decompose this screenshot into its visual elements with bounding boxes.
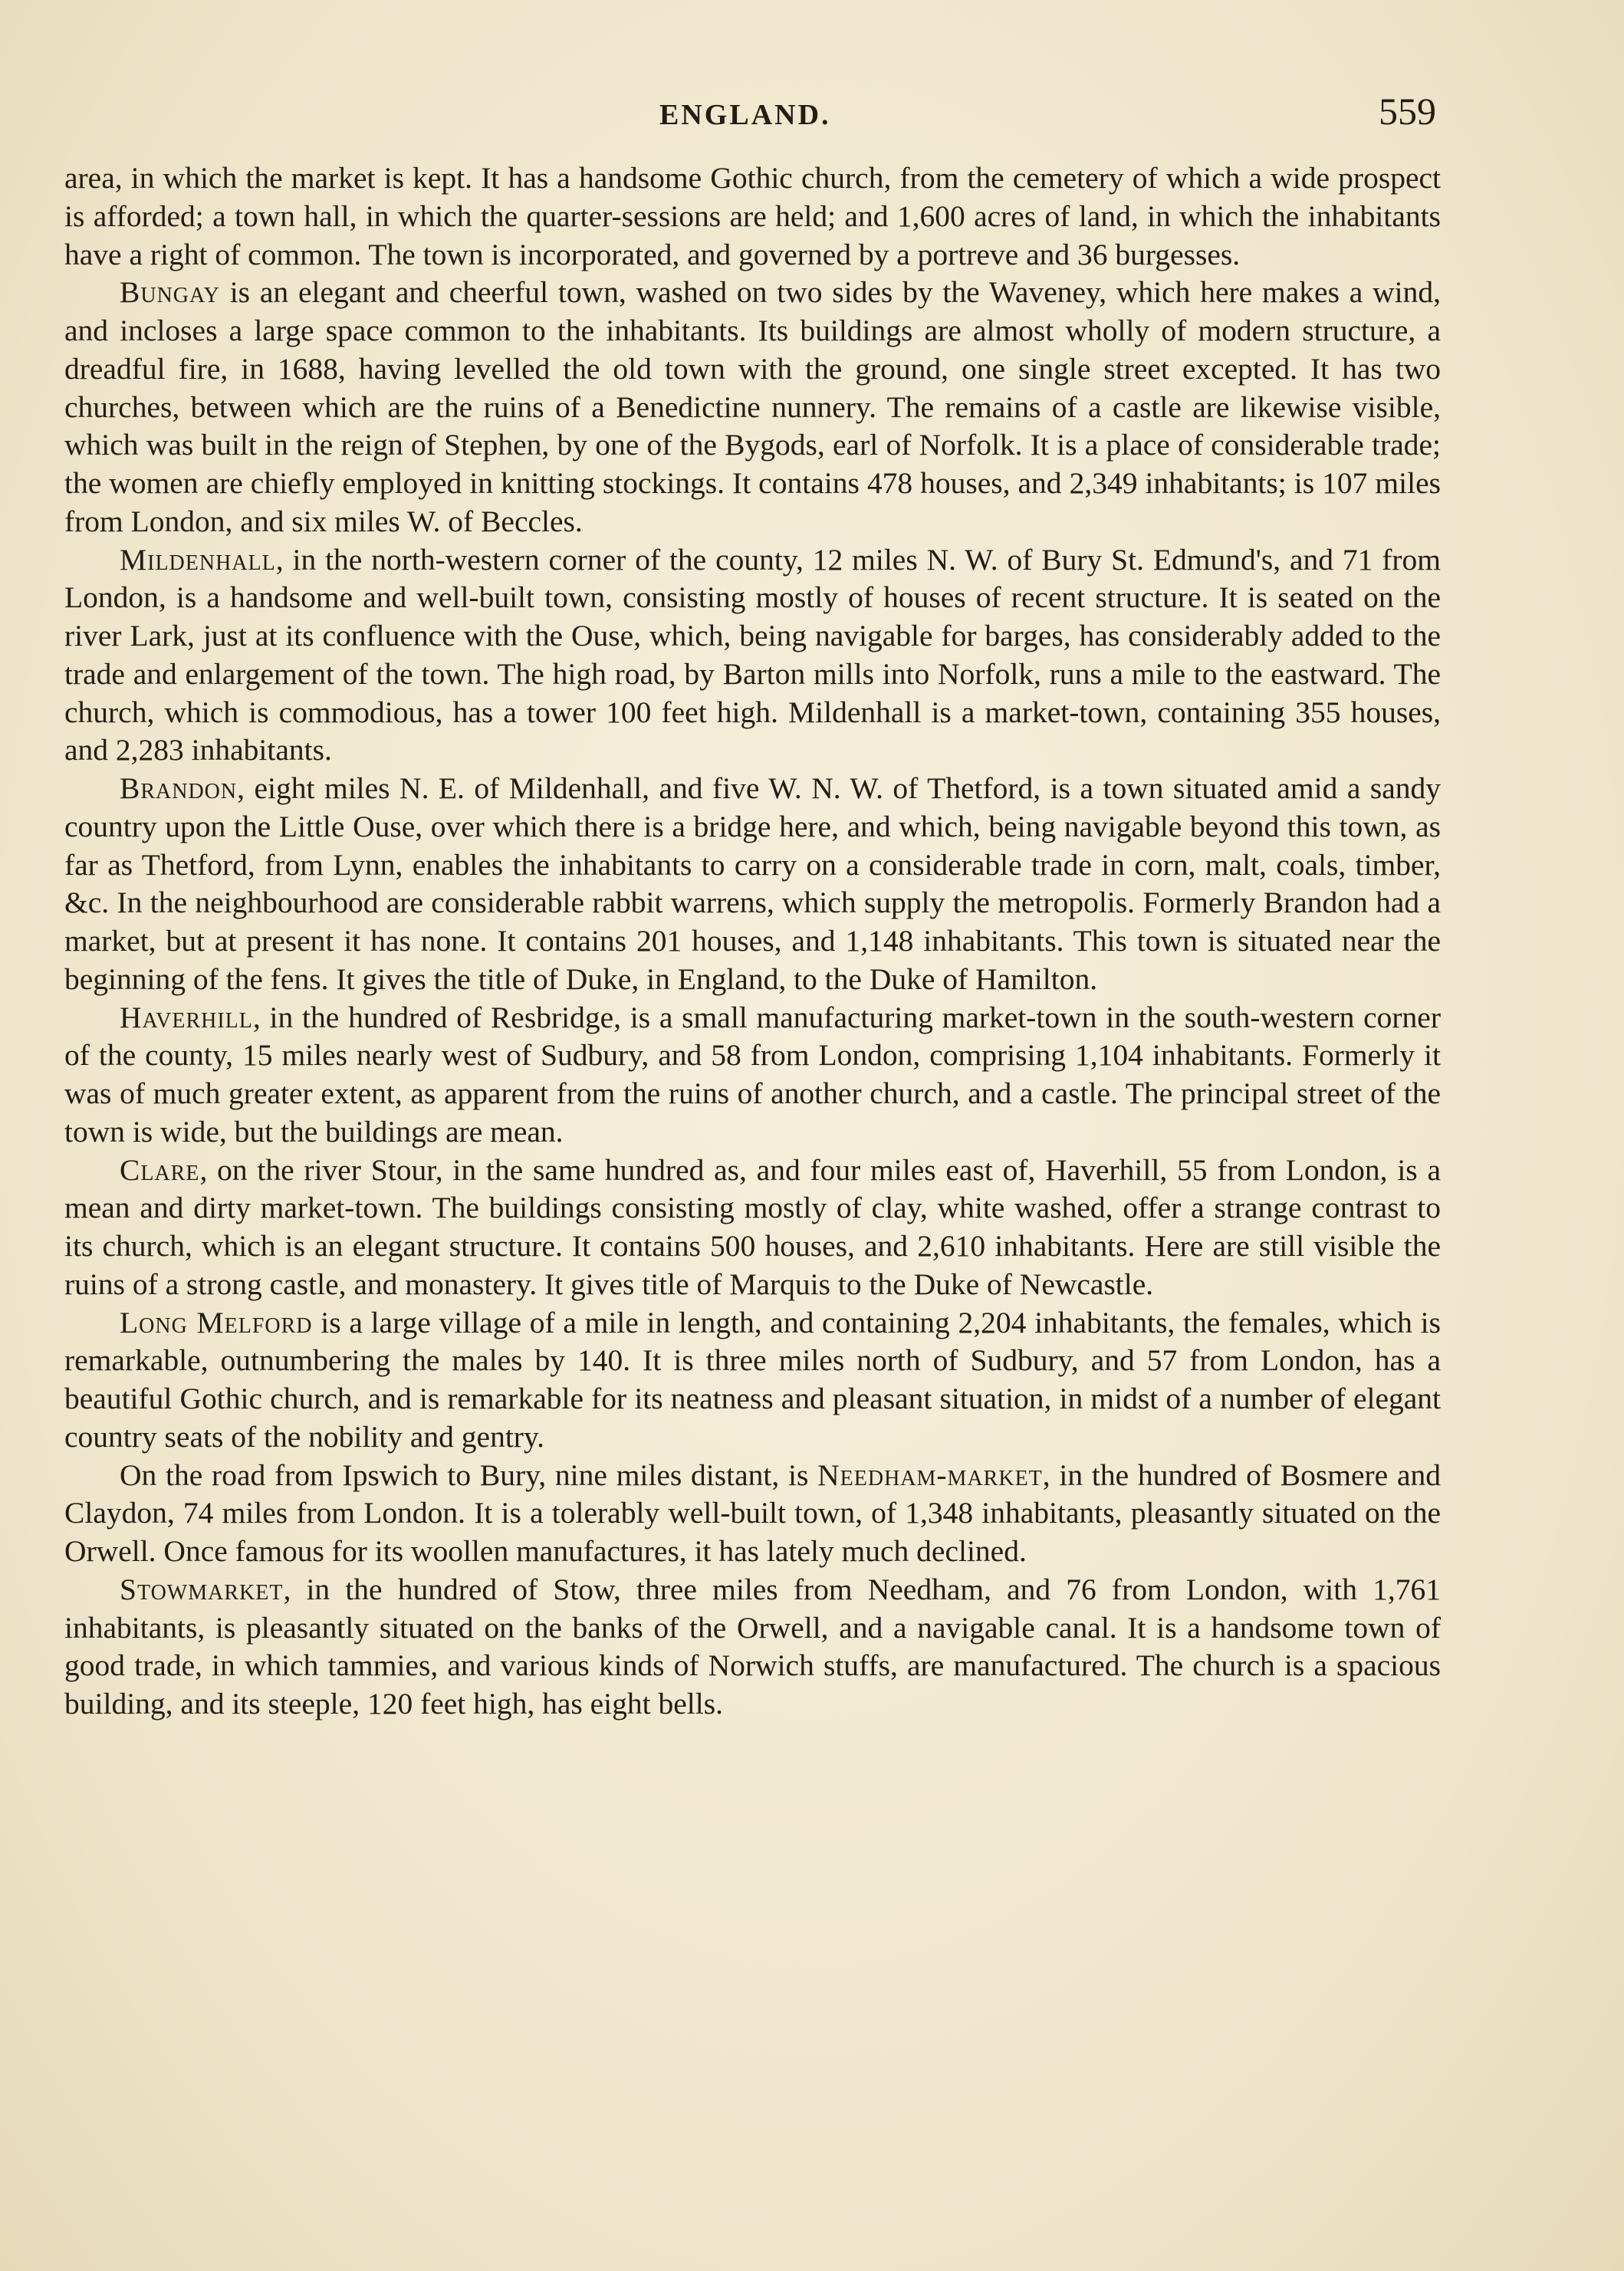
paragraph-bungay: Bungay is an elegant and cheerful town, washed on two sides by the Waveney, which here makes a wind, and incloses a large space common to the inhabitants. Its buildings are almost wholly of modern structure, a dreadful fire, in 1688, having levelled the old town with the ground, one single street excepted. It has two churches, between which are the ruins of a Benedictine nunnery. The remains of a castle are likewise visible, which was built in the reign of Stephen, by one of the Bygods, earl of Norfolk. It is a place of considerable trade; the women are chiefly employed in knitting stockings. It contains 478 houses, and 2,349 inhabitants; is 107 miles from London, and six miles W. of Beccles. — [64, 275, 1441, 538]
running-title: ENGLAND. — [659, 99, 831, 131]
paragraph-haverhill: Haverhill, in the hundred of Resbridge, is a small manufacturing market-town in the south-western corner of the county, 15 miles nearly west of Sudbury, and 58 from London, comprising 1,104 inhabitants. Formerly it was of much greater extent, as apparent from the ruins of another church, and a castle. The principal street of the town is wide, but the buildings are mean. — [64, 1000, 1441, 1149]
paragraph-brandon: Brandon, eight miles N. E. of Mildenhall, and five W. N. W. of Thetford, is a town situated amid a sandy country upon the Little Ouse, over which there is a bridge here, and which, being navigable beyond this town, as far as Thetford, from Lynn, enables the inhabitants to carry on a considerable trade in corn, malt, coals, timber, &c. In the neighbourhood are considerable rabbit warrens, which supply the metropolis. Formerly Brandon had a market, but at present it has none. It contains 201 houses, and 1,148 inhabitants. This town is situated near the beginning of the fens. It gives the title of Duke, in England, to the Duke of Hamilton. — [64, 771, 1441, 996]
place-name: Mildenhall — [120, 542, 276, 577]
paragraph-needham-market: On the road from Ipswich to Bury, nine miles distant, is Needham-market, in the hundred of Bosmere and Claydon, 74 miles from London. It is a tolerably well-built town, of 1,348 inhabitants, pleasantly situated on the Orwell. Once famous for its woollen manufactures, it has lately much declined. — [64, 1458, 1441, 1568]
paragraph-long-melford: Long Melford is a large village of a mile in length, and containing 2,204 inhabitants, the females, which is remarkable, outnumbering the males by 140. It is three miles north of Sudbury, and 57 from London, has a beautiful Gothic church, and is remarkable for its neatness and pleasant situation, in midst of a number of elegant country seats of the nobility and gentry. — [64, 1305, 1441, 1454]
paragraph-stowmarket: Stowmarket, in the hundred of Stow, three miles from Needham, and 76 from London, with 1,761 inhabitants, is pleasantly situated on the banks of the Orwell, and a navigable canal. It is a handsome town of good trade, in which tammies, and various kinds of Norwich stuffs, are manufactured. The church is a spacious building, and its steeple, 120 feet high, has eight bells. — [64, 1572, 1441, 1721]
paragraph-area: area, in which the market is kept. It has a handsome Gothic church, from the cemetery of which a wide prospect is afforded; a town hall, in which the quarter-sessions are held; and 1,600 acres of land, in which the inhabitants have a right of common. The town is incorporated, and governed by a portreve and 36 burgesses. — [64, 161, 1441, 271]
place-name: Long Melford — [120, 1305, 313, 1339]
place-name: Needham-market — [817, 1458, 1043, 1492]
paragraph-mildenhall: Mildenhall, in the north-western corner of the county, 12 miles N. W. of Bury St. Edmund's, and 71 from London, is a handsome and well-built town, consisting mostly of houses of recent structure. It is seated on the river Lark, just at its confluence with the Ouse, which, being navigable for barges, has considerably added to the trade and enlargement of the town. The high road, by Barton mills into Norfolk, runs a mile to the eastward. The church, which is commodious, has a tower 100 feet high. Mildenhall is a market-town, containing 355 houses, and 2,283 inhabitants. — [64, 542, 1441, 767]
place-name: Brandon — [120, 771, 238, 805]
place-name: Stowmarket — [120, 1572, 284, 1606]
place-name: Bungay — [120, 275, 220, 310]
page-number: 559 — [1379, 90, 1436, 133]
place-name: Haverhill — [120, 1000, 253, 1034]
body-text — [64, 159, 1441, 1724]
place-name: Clare — [120, 1152, 200, 1187]
paragraph-clare: Clare, on the river Stour, in the same hundred as, and four miles east of, Haverhill, 55 from London, is a mean and dirty market-town. The buildings consisting mostly of clay, white washed, offer a strange contrast to its church, which is an elegant structure. It contains 500 houses, and 2,610 inhabitants. Here are still visible the ruins of a strong castle, and monastery. It gives title of Marquis to the Duke of Newcastle. — [64, 1152, 1441, 1301]
